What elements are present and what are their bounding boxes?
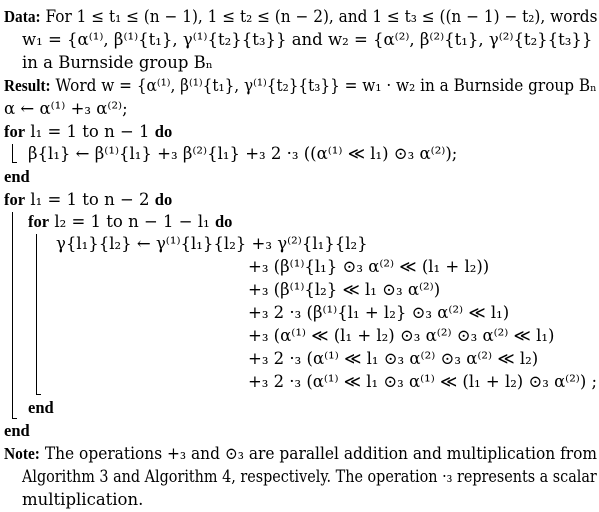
for-keyword: for xyxy=(28,212,50,231)
block-bar-2 xyxy=(12,212,13,418)
note-text-1: The operations +₃ and ⊙₃ are parallel addition and multiplication from xyxy=(44,444,598,463)
end-1 xyxy=(4,166,30,188)
gamma-line-0: γ{l₁}{l₂} ← γ⁽¹⁾{l₁}{l₂} +₃ γ⁽²⁾{l₁}{l₂} xyxy=(56,234,368,253)
end-3 xyxy=(4,420,30,442)
beta-assignment: β{l₁} ← β⁽¹⁾{l₁} +₃ β⁽²⁾{l₁} +₃ 2 ·₃ ((α⁽¹⁾ ≪ l₁) ⊙₃ α⁽²⁾); xyxy=(28,144,458,163)
data-line-1 xyxy=(4,6,597,28)
result-line xyxy=(4,75,597,97)
for-loop-1 xyxy=(4,121,172,143)
for-keyword: for xyxy=(4,122,26,141)
do-keyword: do xyxy=(154,190,173,209)
gamma-line-3: +₃ 2 ·₃ (β⁽¹⁾{l₁ + l₂} ⊙₃ α⁽²⁾ ≪ l₁) xyxy=(248,303,510,322)
end-keyword: end xyxy=(28,398,54,417)
gamma-line-5: +₃ 2 ·₃ (α⁽¹⁾ ≪ l₁ ⊙₃ α⁽²⁾ ⊙₃ α⁽²⁾ ≪ l₂) xyxy=(248,349,539,368)
block-hook-3 xyxy=(36,394,41,395)
for-condition-2: l₁ = 1 to n − 2 xyxy=(30,190,150,209)
for-loop-3 xyxy=(28,211,232,233)
note-line-2: Algorithm 3 and Algorithm 4, respectively. The operation ·₃ represents a scalar xyxy=(22,467,597,486)
data-text-1: For 1 ≤ t₁ ≤ (n − 1), 1 ≤ t₂ ≤ (n − 2), and 1 ≤ t₃ ≤ ((n − 1) − t₂), words xyxy=(45,7,598,26)
end-keyword: end xyxy=(4,421,30,440)
data-line-3: in a Burnside group Bₙ xyxy=(22,53,213,72)
block-hook-1 xyxy=(12,162,17,163)
gamma-line-4: +₃ (α⁽¹⁾ ≪ (l₁ + l₂) ⊙₃ α⁽²⁾ ⊙₃ α⁽²⁾ ≪ l₁) xyxy=(248,326,555,345)
data-label: Data: xyxy=(4,7,41,26)
block-bar-3 xyxy=(36,234,37,394)
do-keyword: do xyxy=(154,122,173,141)
gamma-line-2: +₃ (β⁽¹⁾{l₂} ≪ l₁ ⊙₃ α⁽²⁾) xyxy=(248,280,441,299)
block-hook-2 xyxy=(12,418,17,419)
do-keyword: do xyxy=(214,212,233,231)
for-condition-1: l₁ = 1 to n − 1 xyxy=(30,122,150,141)
block-bar-1 xyxy=(12,144,13,162)
gamma-line-1: +₃ (β⁽¹⁾{l₁} ⊙₃ α⁽²⁾ ≪ (l₁ + l₂)) xyxy=(248,257,490,276)
result-text: Word w = {α⁽¹⁾, β⁽¹⁾{t₁}, γ⁽¹⁾{t₂}{t₃}} = w₁ · w₂ in a Burnside group Bₙ xyxy=(55,76,597,95)
for-keyword: for xyxy=(4,190,26,209)
result-label: Result: xyxy=(4,76,51,95)
end-keyword: end xyxy=(4,167,30,186)
note-line-1 xyxy=(4,443,597,465)
for-loop-2 xyxy=(4,189,172,211)
note-line-3: multiplication. xyxy=(22,490,144,509)
end-2 xyxy=(28,397,54,419)
note-label: Note: xyxy=(4,444,40,463)
data-line-2: w₁ = {α⁽¹⁾, β⁽¹⁾{t₁}, γ⁽¹⁾{t₂}{t₃}} and w₂ = {α⁽²⁾, β⁽²⁾{t₁}, γ⁽²⁾{t₂}{t₃}} xyxy=(22,30,593,49)
gamma-line-6: +₃ 2 ·₃ (α⁽¹⁾ ≪ l₁ ⊙₃ α⁽¹⁾ ≪ (l₁ + l₂) ⊙₃ α⁽²⁾) ; xyxy=(248,372,598,391)
alpha-assignment: α ← α⁽¹⁾ +₃ α⁽²⁾; xyxy=(4,99,128,118)
for-condition-3: l₂ = 1 to n − 1 − l₁ xyxy=(54,212,210,231)
